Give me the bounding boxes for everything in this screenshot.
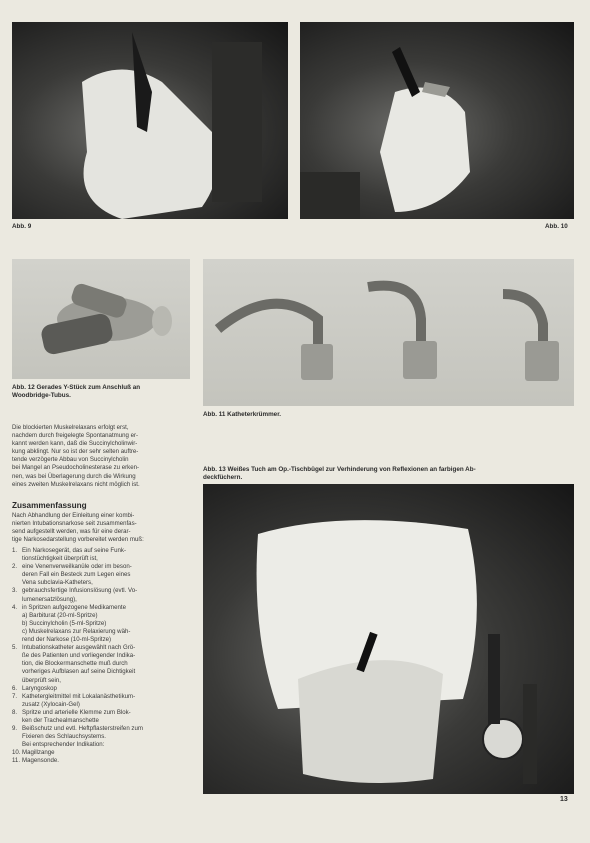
summary-heading: Zusammenfassung — [12, 501, 87, 510]
intro-line: kannt werden kann, daß die Succinylcholinwir- — [12, 440, 138, 448]
list-item-line: eine Venenverweilkanüle oder im beson- — [22, 563, 132, 571]
summary-list-item — [12, 604, 192, 644]
summary-list-item — [12, 749, 192, 757]
intro-line: nachdem durch freigelegte Spontanatmung er- — [12, 432, 139, 440]
list-item-line: ken der Trachealmanschette — [22, 716, 99, 724]
list-item-line: in Spritzen aufgezogene Medikamente — [22, 603, 126, 611]
list-item-line: tion, die Blockermanschette muß durch — [22, 660, 128, 668]
intro-line: nen, was bei Überlagerung durch die Wirkung — [12, 472, 136, 480]
list-item-number: 2. — [12, 563, 18, 571]
list-item-line: gebrauchsfertige Infusionslösung (evtl. Vo- — [22, 587, 138, 595]
list-item-line: Bei entsprechender Indikation: — [22, 741, 105, 749]
summary-list-item — [12, 644, 192, 684]
photo-abb13-drawing — [203, 484, 574, 794]
list-item-line: Magensonde. — [22, 757, 59, 765]
photo-abb11-drawing — [203, 259, 574, 406]
list-item-line: Beißschutz und evtl. Heftpflasterstreifen zum — [22, 725, 143, 733]
list-item-line: Vena subclavia-Katheters, — [22, 579, 93, 587]
list-item-number: 1. — [12, 547, 18, 554]
list-item-number: 4. — [12, 603, 18, 611]
list-item-line: Laryngoskop — [22, 684, 57, 692]
list-item-line: vorheriges Aufblasen auf seine Dichtigkeit — [22, 668, 136, 676]
summary-intro-line: nierten Intubationsnarkose seit zusammenfas- — [12, 520, 137, 528]
list-item-line: Kathetergleitmittel mit Lokalanästhetikum- — [22, 692, 136, 700]
summary-list-item — [12, 757, 192, 765]
summary-list-item — [12, 685, 192, 693]
list-item-line: überprüft sein, — [22, 676, 61, 684]
summary-intro-line: Nach Abhandlung der Einleitung einer kombi- — [12, 512, 135, 519]
list-item-number: 3. — [12, 587, 18, 595]
summary-intro-line: send aufgestellt werden, was für eine derar- — [12, 528, 131, 536]
list-item-line: ße des Patienten und vorliegender Indika- — [22, 652, 136, 660]
photo-abb10 — [300, 22, 574, 219]
list-item-line: Spritze und arterielle Klemme zum Blok- — [22, 708, 131, 716]
caption-abb13-line1: Abb. 13 Weißes Tuch am Op.-Tischbügel zur Verhinderung von Reflexionen an farbigen Ab- — [203, 466, 476, 473]
summary-list-item — [12, 725, 192, 749]
page-number: 13 — [560, 796, 568, 803]
summary-list-item — [12, 547, 192, 563]
photo-abb9-drawing — [12, 22, 288, 219]
intro-line: Die blockierten Muskelrelaxans erfolgt erst, — [12, 424, 129, 431]
list-item-line: Magillzange — [22, 749, 55, 757]
list-item-number: 6. — [12, 684, 18, 692]
list-item-line: deren Fall ein Besteck zum Legen eines — [22, 571, 131, 579]
list-item-line: Intubationskatheter ausgewählt nach Grö- — [22, 644, 136, 652]
list-item-line: a) Barbiturat (20-ml-Spritze) — [22, 611, 98, 619]
photo-abb11 — [203, 259, 574, 406]
list-item-number: 11. — [12, 757, 21, 765]
intro-line: kung abklingt. Nur so ist der sehr selten auftre- — [12, 448, 139, 456]
caption-abb9: Abb. 9 — [12, 223, 32, 230]
summary-intro-line: tige Narkosedarstellung vorbereitet werden muß: — [12, 536, 144, 544]
intro-paragraph — [12, 424, 190, 489]
list-item-line: lumenersatzlösung), — [22, 595, 77, 603]
list-item-number: 10. — [12, 749, 21, 757]
list-item-number: 8. — [12, 708, 18, 716]
photo-abb12 — [12, 259, 190, 379]
caption-abb13-line2: deckfüchern. — [203, 474, 243, 481]
summary-list — [12, 547, 192, 766]
list-item-line: c) Muskelrelaxans zur Relaxierung wäh- — [22, 627, 131, 635]
list-item-line: rend der Narkose (10-ml-Spritze) — [22, 636, 112, 644]
summary-list-item — [12, 563, 192, 587]
summary-intro — [12, 512, 190, 544]
intro-line: bei Mangel an Pseudocholinesterase zu erken- — [12, 464, 140, 472]
caption-abb11: Abb. 11 Katheterkrümmer. — [203, 411, 282, 418]
caption-abb12-line2: Woodbridge-Tubus. — [12, 392, 71, 399]
photo-abb10-drawing — [300, 22, 574, 219]
photo-abb9 — [12, 22, 288, 219]
list-item-line: tionstüchtigkeit überprüft ist, — [22, 555, 98, 563]
list-item-line: Fixieren des Schlauchsystems. — [22, 733, 106, 741]
list-item-line: b) Succinylcholin (5-ml-Spritze) — [22, 619, 107, 627]
list-item-line: zusatz (Xylocain-Gel) — [22, 700, 80, 708]
summary-list-item — [12, 709, 192, 725]
photo-abb12-drawing — [12, 259, 190, 379]
caption-abb12-line1: Abb. 12 Gerades Y-Stück zum Anschluß an — [12, 384, 141, 391]
list-item-number: 5. — [12, 644, 18, 652]
list-item-number: 7. — [12, 692, 18, 700]
caption-abb10: Abb. 10 — [545, 223, 568, 230]
intro-line: eines zweiten Muskelrelaxans nicht möglich ist. — [12, 480, 140, 488]
list-item-number: 9. — [12, 725, 18, 733]
list-item-line: Ein Narkosegerät, das auf seine Funk- — [22, 547, 126, 554]
summary-list-item — [12, 693, 192, 709]
intro-line: tende verzögerte Abbau von Succinylcholin — [12, 456, 129, 464]
summary-list-item — [12, 587, 192, 603]
photo-abb13 — [203, 484, 574, 794]
